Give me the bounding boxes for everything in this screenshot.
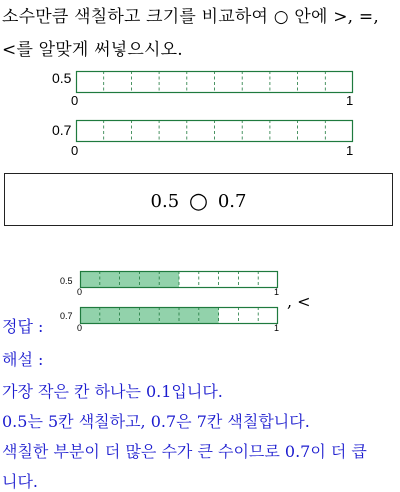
filled-cell xyxy=(159,271,179,288)
decimal-bar-0.5 xyxy=(76,71,353,93)
sol-bar2-label: 0.7 xyxy=(60,311,73,321)
sol-bar1-label: 0.5 xyxy=(60,276,73,286)
bar1-end-tick: 1 xyxy=(346,93,354,108)
filled-cell xyxy=(120,271,140,288)
sol-bar1-start: 0 xyxy=(77,287,83,297)
left-value: 0.5 xyxy=(150,191,180,212)
question-line-1: 소수만큼 색칠하고 크기를 비교하여 ○ 안에 >, =, xyxy=(2,7,379,27)
sol-bar1-end: 1 xyxy=(274,287,280,297)
bar2-end-tick: 1 xyxy=(346,143,354,158)
explanation-line-3: 색칠한 부분이 더 많은 수가 큰 수이므로 0.7이 더 큽 xyxy=(2,442,367,461)
filled-cell xyxy=(100,307,120,324)
bar2-label: 0.7 xyxy=(52,122,72,138)
sol-bar2-end: 1 xyxy=(274,323,280,333)
explanation-title: 해설 : xyxy=(2,350,44,369)
filled-cell xyxy=(159,307,179,324)
solution-bar-0.7 xyxy=(80,307,278,324)
bar1-label: 0.5 xyxy=(52,70,72,86)
filled-cell xyxy=(139,307,159,324)
explanation-line-2: 0.5는 5칸 색칠하고, 0.7은 7칸 색칠합니다. xyxy=(2,412,310,431)
explanation-line-4: 니다. xyxy=(2,472,38,491)
comparison-circle[interactable]: ○ xyxy=(188,189,209,214)
question-line-2: <를 알맞게 써넣으시오. xyxy=(2,40,183,60)
bar2-start-tick: 0 xyxy=(71,143,79,158)
right-value: 0.7 xyxy=(217,191,247,212)
solution-symbol: , < xyxy=(287,292,311,311)
explanation-line-1: 가장 작은 칸 하나는 0.1입니다. xyxy=(2,382,223,401)
solution-bar-0.5 xyxy=(80,271,278,288)
comparison-expression xyxy=(5,188,392,213)
bar1-start-tick: 0 xyxy=(71,93,79,108)
filled-cell xyxy=(120,307,140,324)
filled-cell xyxy=(179,307,199,324)
filled-cell xyxy=(199,307,219,324)
filled-cell xyxy=(80,307,100,324)
sol-bar2-start: 0 xyxy=(77,323,83,333)
answer-box xyxy=(4,173,393,226)
filled-cell xyxy=(139,271,159,288)
solution-label: 정답 : xyxy=(2,317,44,336)
filled-cell xyxy=(80,271,100,288)
decimal-bar-0.7 xyxy=(76,120,353,142)
filled-cell xyxy=(100,271,120,288)
